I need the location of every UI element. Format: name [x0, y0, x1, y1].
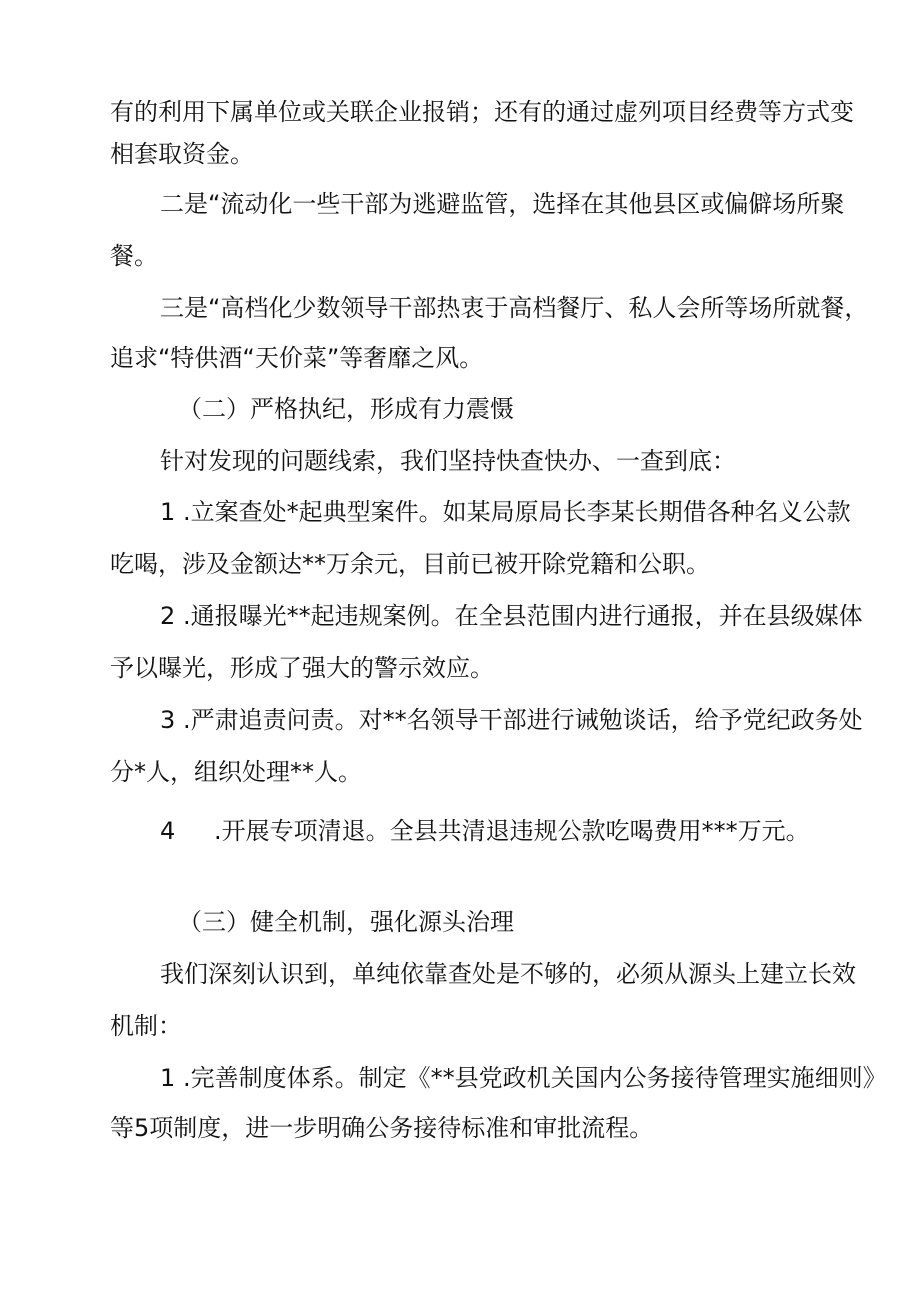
item-number: 1	[160, 1064, 176, 1092]
item-text-line-2: 予以曝光，形成了强大的警示效应。	[110, 654, 494, 682]
item-number: 3	[160, 706, 176, 734]
item-text-line-2: 分*人，组织处理**人。	[110, 758, 362, 786]
section-2-heading: （二）严格执纪，形成有力震慑	[178, 395, 514, 423]
item-text-line-1: .立案查处*起典型案件。如某局原局长李某长期借各种名义公款	[183, 498, 851, 526]
item-text-line-2: 吃喝，涉及金额达**万余元，目前已被开除党籍和公职。	[110, 550, 710, 578]
section-3-intro-line-1: 我们深刻认识到，单纯依靠查处是不够的，必须从源头上建立长效	[160, 960, 856, 988]
section-3-heading: （三）健全机制，强化源头治理	[178, 908, 514, 936]
paragraph-1-line-2: 相套取资金。	[110, 140, 254, 168]
item-text-line-2: 等5项制度，进一步明确公务接待标准和审批流程。	[110, 1114, 654, 1142]
item-number: 4	[160, 817, 176, 845]
item-text-line-1: .开展专项清退。全县共清退违规公款吃喝费用***万元。	[214, 817, 810, 845]
item-number: 2	[160, 602, 176, 630]
paragraph-2-line-1: 二是“流动化一些干部为逃避监管，选择在其他县区或偏僻场所聚	[160, 190, 845, 218]
paragraph-2-line-2: 餐。	[110, 242, 158, 270]
item-text-line-1: .完善制度体系。制定《**县党政机关国内公务接待管理实施细则》	[183, 1064, 887, 1092]
item-text-line-1: .严肃追责问责。对**名领导干部进行诫勉谈话，给予党纪政务处	[183, 706, 863, 734]
section-3-intro-line-2: 机制：	[110, 1012, 182, 1040]
paragraph-3-line-2: 追求“特供酒“天价菜”等奢靡之风。	[110, 344, 484, 372]
paragraph-1-line-1: 有的利用下属单位或关联企业报销；还有的通过虚列项目经费等方式变	[110, 98, 854, 126]
item-text-line-1: .通报曝光**起违规案例。在全县范围内进行通报，并在县级媒体	[183, 602, 863, 630]
section-2-intro: 针对发现的问题线索，我们坚持快查快办、一查到底：	[160, 447, 736, 475]
paragraph-3-line-1: 三是“高档化少数领导干部热衷于高档餐厅、私人会所等场所就餐，	[160, 294, 869, 322]
item-number: 1	[160, 498, 176, 526]
